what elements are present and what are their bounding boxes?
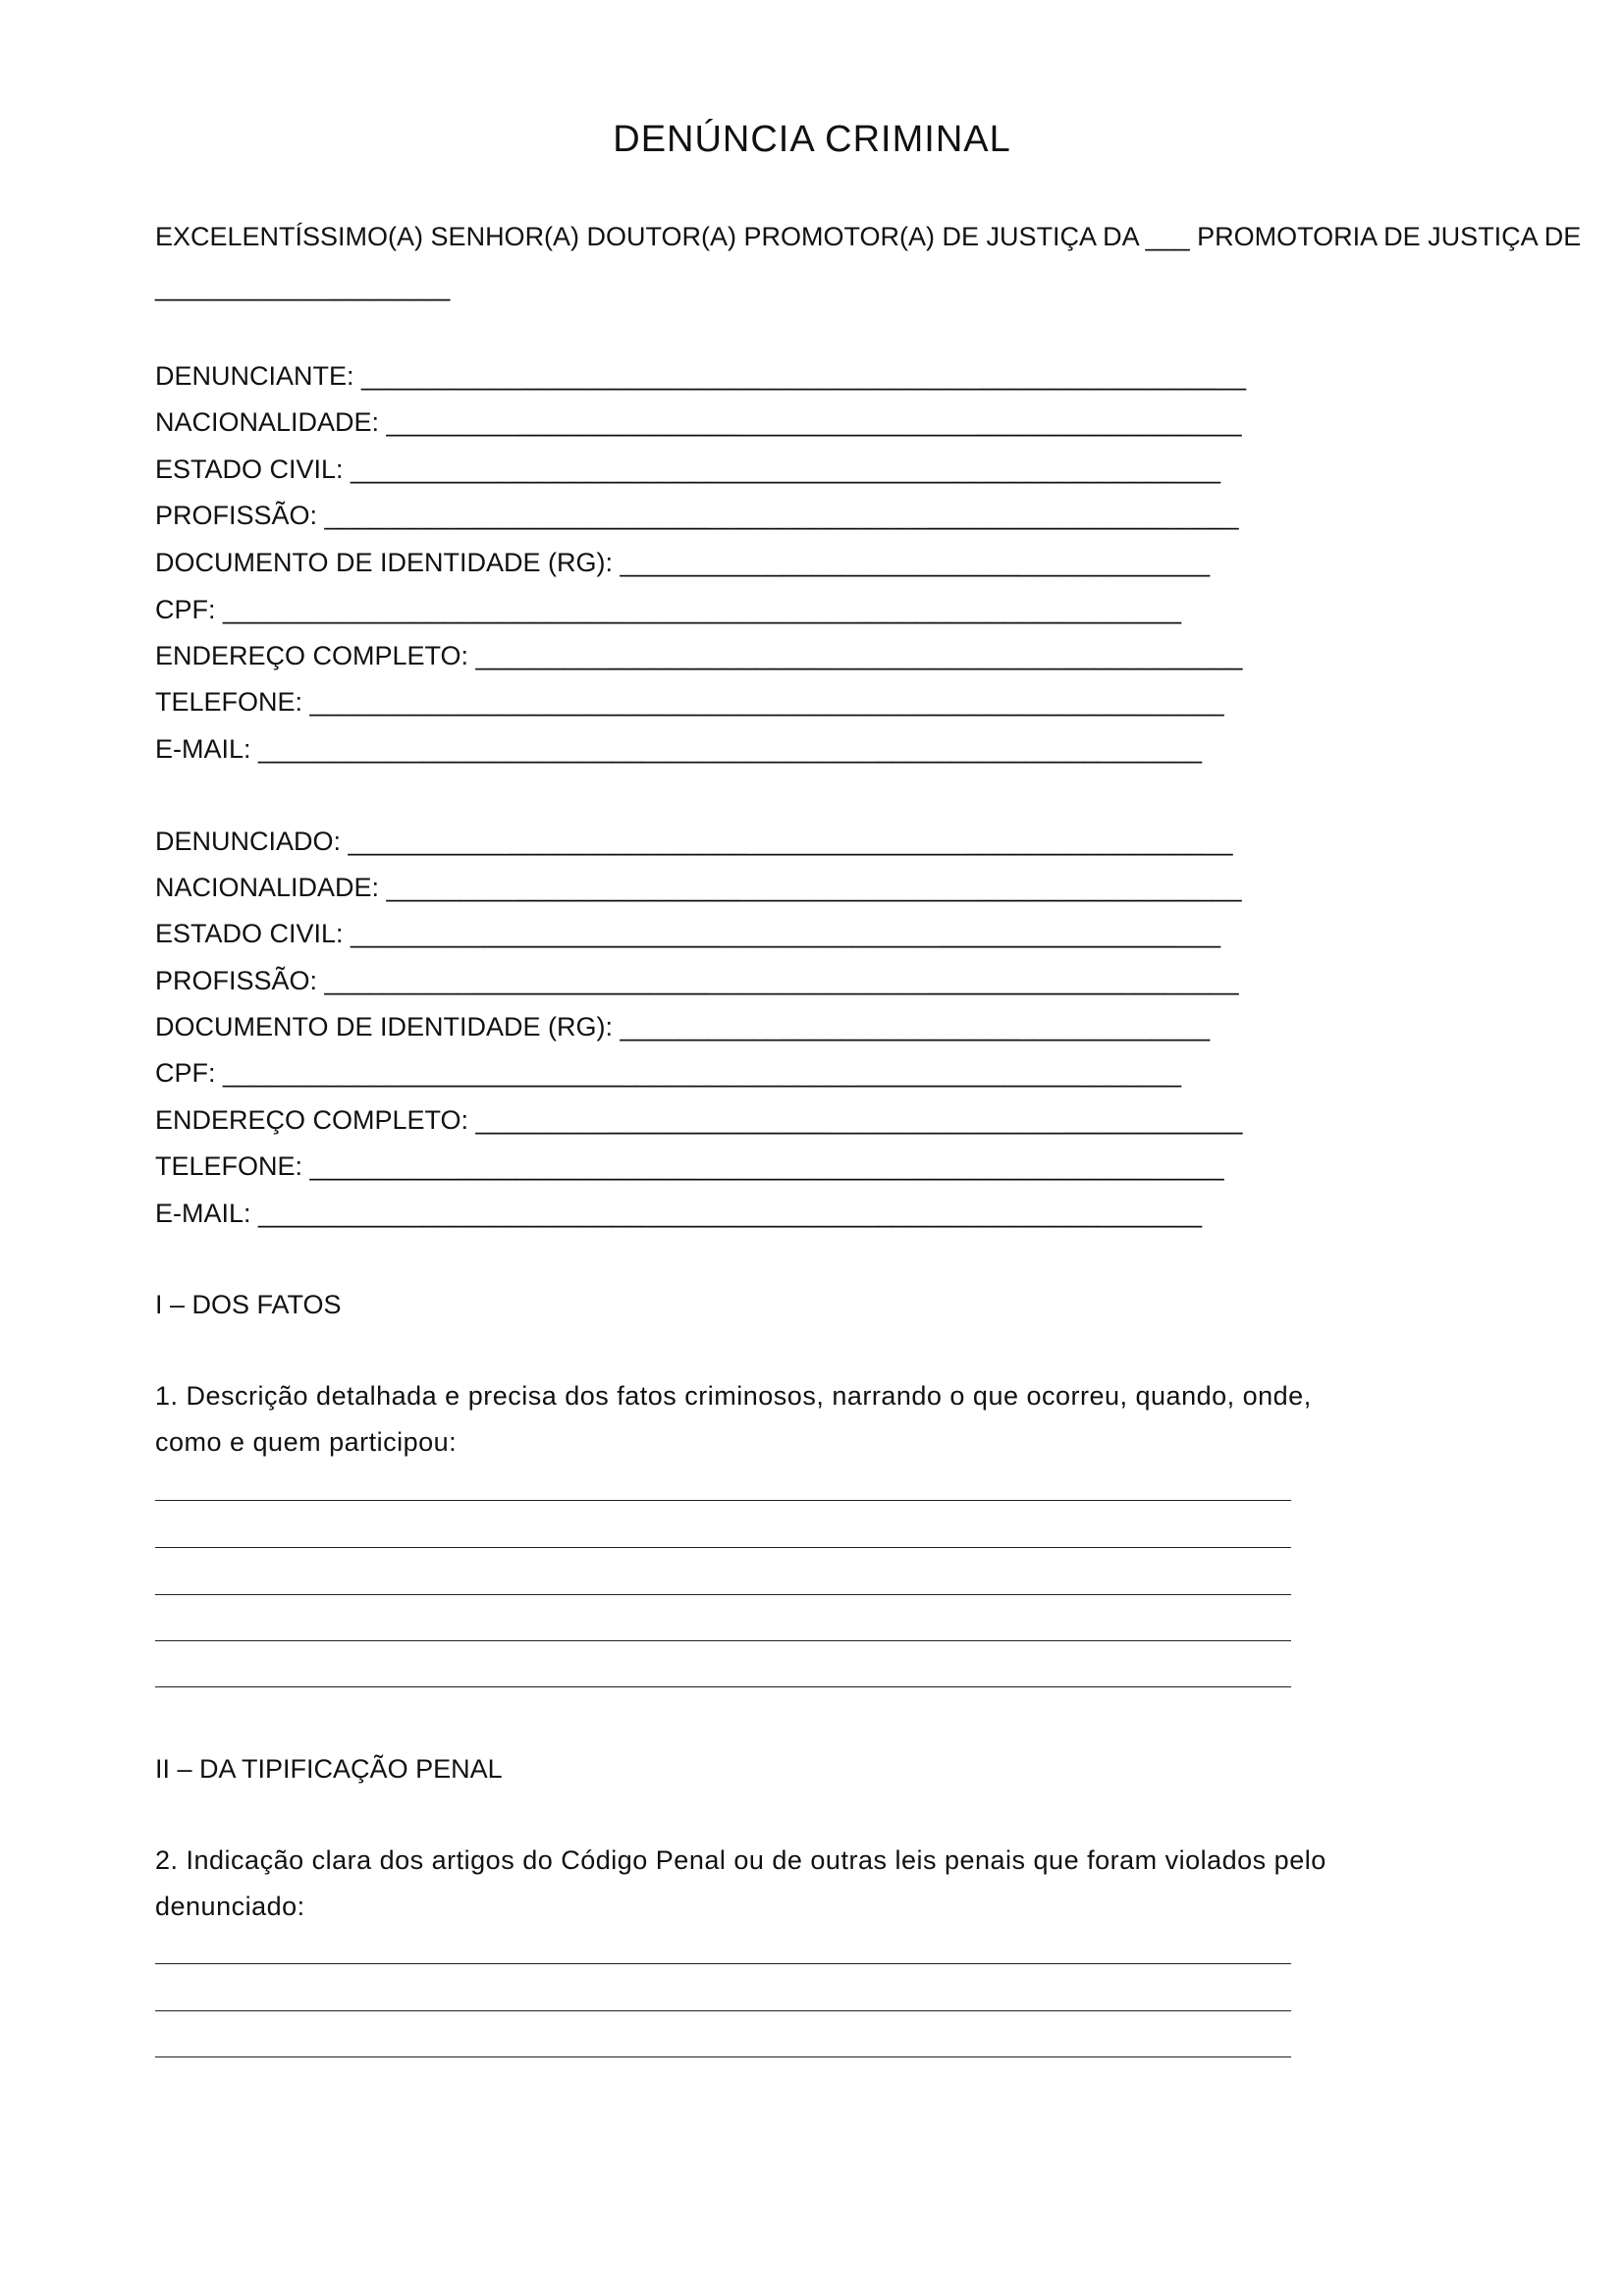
denunciado-rg-field: DOCUMENTO DE IDENTIDADE (RG): ________________________________________ xyxy=(155,1012,1211,1041)
addressee-line: EXCELENTÍSSIMO(A) SENHOR(A) DOUTOR(A) PROMOTOR(A) DE JUSTIÇA DA ___ PROMOTORIA DE JUSTIÇA DE xyxy=(155,222,1582,251)
denunciante-telefone-field: TELEFONE: ______________________________________________________________ xyxy=(155,687,1224,717)
section-heading-tipificacao: II – DA TIPIFICAÇÃO PENAL xyxy=(155,1754,503,1784)
section-fatos-instruction-line1: 1. Descrição detalhada e precisa dos fatos criminosos, narrando o que ocorreu, quando, onde, xyxy=(155,1381,1312,1411)
denunciado-profissao-field: PROFISSÃO: ______________________________________________________________ xyxy=(155,966,1239,995)
section-tipificacao-instruction-line2: denunciado: xyxy=(155,1892,305,1921)
denunciado-endereco-field: ENDEREÇO COMPLETO: ____________________________________________________ xyxy=(155,1105,1243,1135)
denunciante-field: DENUNCIANTE: ____________________________________________________________ xyxy=(155,361,1246,391)
answer-line xyxy=(155,1500,1291,1501)
denunciante-email-field: E-MAIL: ________________________________________________________________ xyxy=(155,734,1203,764)
section-heading-fatos: I – DOS FATOS xyxy=(155,1290,342,1319)
answer-line xyxy=(155,2056,1291,2057)
denunciante-endereco-field: ENDEREÇO COMPLETO: ____________________________________________________ xyxy=(155,641,1243,670)
denunciado-cpf-field: CPF: _________________________________________________________________ xyxy=(155,1058,1182,1088)
answer-line xyxy=(155,2010,1291,2011)
denunciado-email-field: E-MAIL: ________________________________________________________________ xyxy=(155,1199,1203,1228)
denunciante-rg-field: DOCUMENTO DE IDENTIDADE (RG): ________________________________________ xyxy=(155,548,1211,577)
section-fatos-instruction-line2: como e quem participou: xyxy=(155,1427,458,1457)
denunciante-estado-civil-field: ESTADO CIVIL: ___________________________________________________________ xyxy=(155,454,1220,484)
answer-line xyxy=(155,1594,1291,1595)
addressee-blank: ____________________ xyxy=(155,272,451,301)
answer-line xyxy=(155,1640,1291,1641)
section-tipificacao-instruction-line1: 2. Indicação clara dos artigos do Código Penal ou de outras leis penais que foram violados pelo xyxy=(155,1845,1326,1875)
denunciado-telefone-field: TELEFONE: ______________________________________________________________ xyxy=(155,1151,1224,1181)
denunciado-estado-civil-field: ESTADO CIVIL: ___________________________________________________________ xyxy=(155,919,1220,948)
denunciante-nacionalidade-field: NACIONALIDADE: __________________________________________________________ xyxy=(155,407,1242,437)
denunciante-profissao-field: PROFISSÃO: ______________________________________________________________ xyxy=(155,501,1239,530)
denunciante-cpf-field: CPF: _________________________________________________________________ xyxy=(155,595,1182,624)
answer-line xyxy=(155,1547,1291,1548)
answer-line xyxy=(155,1686,1291,1687)
answer-line xyxy=(155,1963,1291,1964)
denunciado-nacionalidade-field: NACIONALIDADE: __________________________________________________________ xyxy=(155,873,1242,902)
document-title: DENÚNCIA CRIMINAL xyxy=(613,119,1011,160)
denunciado-field: DENUNCIADO: ____________________________________________________________ xyxy=(155,827,1233,856)
